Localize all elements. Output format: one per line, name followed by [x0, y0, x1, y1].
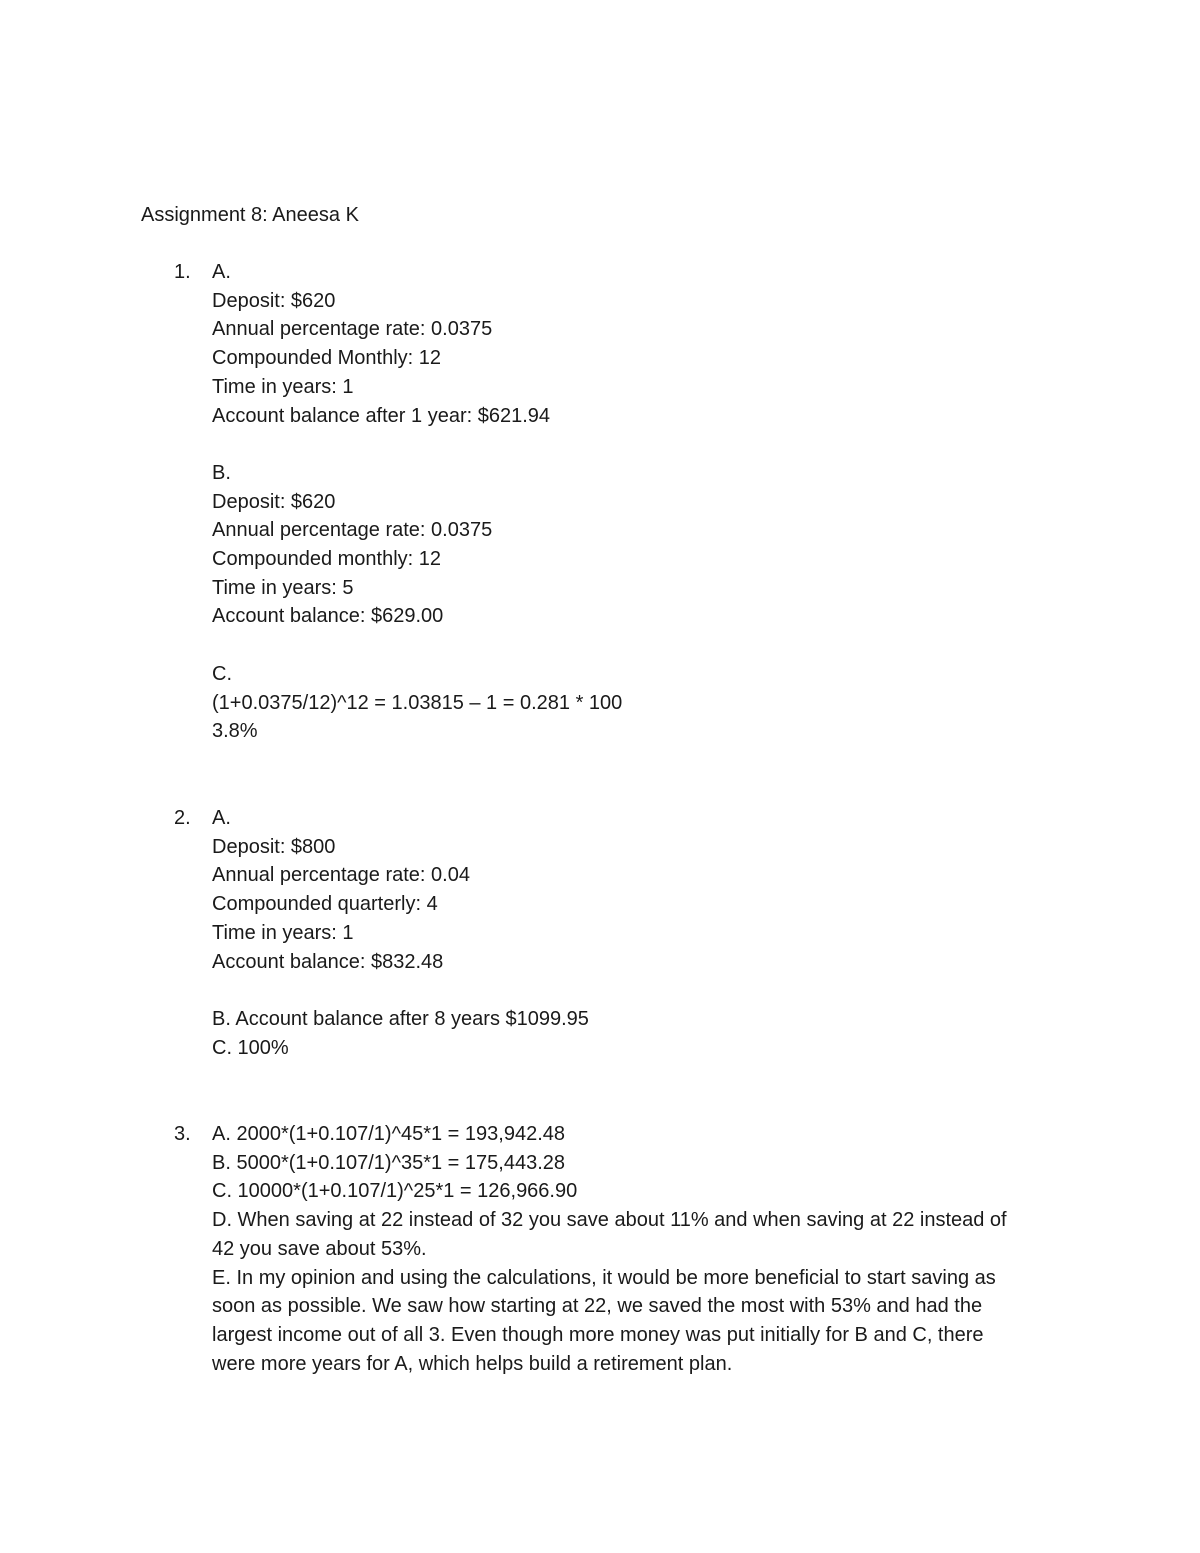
list-item-content — [212, 258, 1072, 746]
text-line — [212, 976, 1072, 1005]
text-line: Time in years: 1 — [212, 921, 354, 944]
text-line: Compounded quarterly: 4 — [212, 893, 438, 916]
list-item-content — [212, 1120, 1072, 1378]
text-line: Account balance after 1 year: $621.94 — [212, 404, 551, 427]
list-item-content — [212, 804, 1072, 1062]
list-number: 1. — [174, 261, 191, 283]
text-line: Account balance: $629.00 — [212, 605, 444, 628]
text-line: Annual percentage rate: 0.0375 — [212, 318, 493, 341]
text-line: 3.8% — [212, 720, 258, 743]
text-line: E. In my opinion and using the calculations, it would be more beneficial to start saving as — [212, 1266, 996, 1289]
text-line: D. When saving at 22 instead of 32 you save about 11% and when saving at 22 instead of — [212, 1209, 1007, 1232]
text-line — [212, 430, 1072, 459]
text-line: Deposit: $620 — [212, 289, 336, 312]
text-line: C. 10000*(1+0.107/1)^25*1 = 126,966.90 — [212, 1180, 578, 1203]
list-number: 2. — [174, 807, 191, 829]
text-line: Time in years: 5 — [212, 576, 354, 599]
text-line: Compounded Monthly: 12 — [212, 347, 442, 370]
text-line: C. — [212, 662, 232, 685]
text-line: B. Account balance after 8 years $1099.95 — [212, 1007, 589, 1030]
text-line: B. 5000*(1+0.107/1)^35*1 = 175,443.28 — [212, 1151, 566, 1174]
text-line: Deposit: $800 — [212, 835, 336, 858]
text-line: A. — [212, 261, 231, 283]
text-line: A. — [212, 807, 231, 829]
text-line: Compounded monthly: 12 — [212, 548, 442, 571]
text-line: 42 you save about 53%. — [212, 1237, 427, 1260]
text-line: Annual percentage rate: 0.0375 — [212, 519, 493, 542]
text-line: largest income out of all 3. Even though more money was put initially for B and C, there — [212, 1323, 984, 1346]
text-line — [212, 631, 1072, 660]
text-line: Account balance: $832.48 — [212, 950, 444, 973]
text-line: C. 100% — [212, 1036, 289, 1059]
text-line: B. — [212, 461, 231, 484]
text-line: Time in years: 1 — [212, 375, 354, 398]
text-line: Annual percentage rate: 0.04 — [212, 864, 470, 887]
text-line: A. 2000*(1+0.107/1)^45*1 = 193,942.48 — [212, 1123, 566, 1145]
document-title: Assignment 8: Aneesa K — [141, 204, 359, 226]
text-line: were more years for A, which helps build a retirement plan. — [212, 1352, 733, 1375]
text-line: Deposit: $620 — [212, 490, 336, 513]
list-number: 3. — [174, 1123, 191, 1145]
text-line: (1+0.0375/12)^12 = 1.03815 – 1 = 0.281 * 100 — [212, 691, 623, 714]
text-line: soon as possible. We saw how starting at 22, we saved the most with 53% and had the — [212, 1295, 983, 1318]
